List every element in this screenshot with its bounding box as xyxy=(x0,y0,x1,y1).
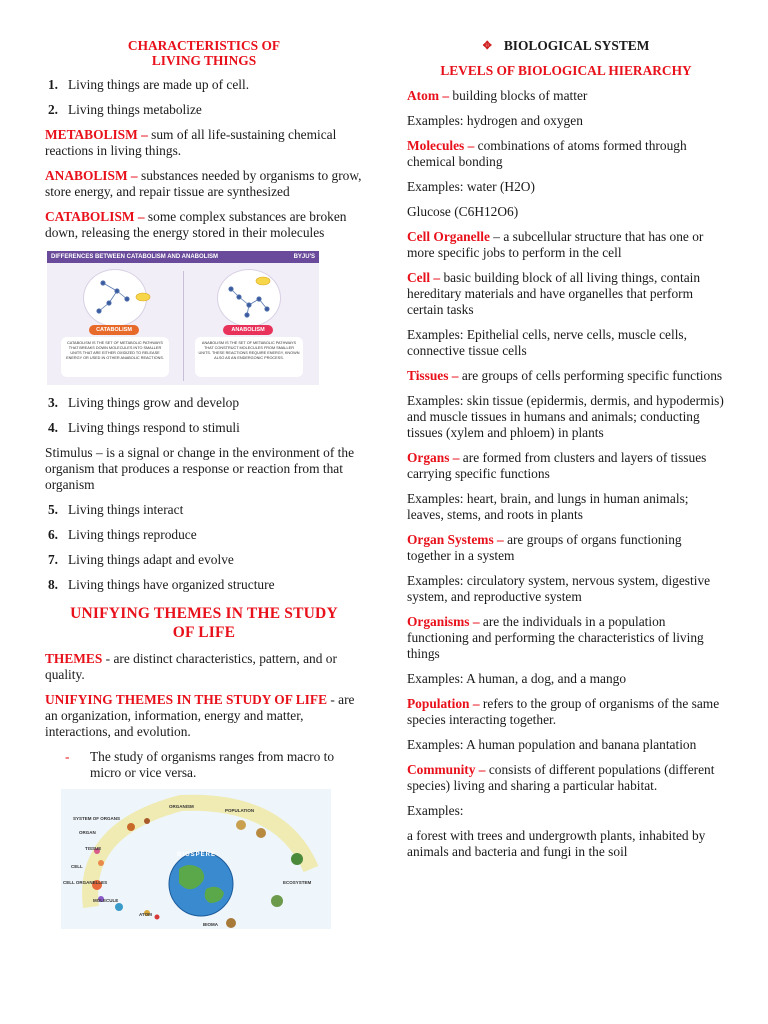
label-bioma: BIOMA xyxy=(203,922,218,927)
definition-term: Population – xyxy=(407,696,480,711)
hierarchy-definition xyxy=(407,450,725,482)
dash-text: The study of organisms ranges from macro to micro or vice versa. xyxy=(90,749,335,780)
characteristics-heading xyxy=(45,38,363,68)
definition-term: Organisms – xyxy=(407,614,480,629)
hierarchy-definition xyxy=(407,696,725,728)
hierarchy-definition xyxy=(407,229,725,261)
infographic-divider xyxy=(183,271,184,381)
definition-text: a forest with trees and undergrowth plants, inhabited by animals and bacteria and fungi in the soil xyxy=(407,828,706,859)
definition-term: THEMES xyxy=(45,651,103,666)
list-text: Living things adapt and evolve xyxy=(68,552,234,567)
definition-text: some complex substances are broken down, releasing the energy stored in their molecules xyxy=(45,209,347,240)
hierarchy-entries xyxy=(407,88,725,860)
list-text: Living things reproduce xyxy=(68,527,197,542)
arrow-bullet-icon: ✥ xyxy=(482,40,492,52)
definition-text: Examples: A human, a dog, and a mango xyxy=(407,671,627,686)
hierarchy-definition xyxy=(407,138,725,170)
definition-text: are the individuals in a population functioning and performing the characteristics of living things xyxy=(407,614,704,661)
list-number: 8. xyxy=(47,577,58,592)
list-item xyxy=(45,420,363,436)
label-population: POPULATION xyxy=(225,808,255,813)
dash-list-item xyxy=(45,749,363,781)
definition-term: Cell – xyxy=(407,270,441,285)
definition-term: Organ Systems – xyxy=(407,532,504,547)
list-number: 5. xyxy=(47,502,58,517)
list-item xyxy=(45,577,363,593)
unifying-themes-definition xyxy=(45,692,363,740)
definition-text: - are distinct characteristics, pattern, and or quality. xyxy=(45,651,337,682)
anabolism-description: ANABOLISM IS THE SET OF METABOLIC PATHWAYS THAT CONSTRUCT MOLECULES FROM SMALLER UNITS. THESE REACTIONS REQUIRE ENERGY, KNOWN ALSO AS AN ENDERGONIC PROCESS. xyxy=(195,337,303,377)
definition-text: Examples: A human population and banana plantation xyxy=(407,737,697,752)
definition-text: Glucose (C6H12O6) xyxy=(407,204,519,219)
list-item xyxy=(45,502,363,518)
dash-bullet: - xyxy=(65,749,70,764)
heading-line-1: CHARACTERISTICS OF xyxy=(127,38,281,53)
left-column xyxy=(45,38,363,929)
hierarchy-example xyxy=(407,491,725,523)
hierarchy-definition xyxy=(407,88,725,104)
catabolism-tag: CATABOLISM xyxy=(89,325,139,335)
definition-text: are groups of organs functioning together in a system xyxy=(407,532,682,563)
definition-term: Cell Organelle xyxy=(407,229,490,244)
catabolism-anabolism-infographic xyxy=(47,251,319,385)
themes-definition xyxy=(45,651,363,683)
right-column xyxy=(407,38,725,860)
anabolism-tag: ANABOLISM xyxy=(223,325,273,335)
list-number: 4. xyxy=(47,420,58,435)
definition-term: Tissues – xyxy=(407,368,459,383)
list-text: Living things grow and develop xyxy=(68,395,240,410)
list-number: 2. xyxy=(47,102,58,117)
hierarchy-definition xyxy=(407,532,725,564)
definition-text: substances needed by organisms to grow, store energy, and repair tissue are synthesized xyxy=(45,168,362,199)
definition-term: Organs – xyxy=(407,450,460,465)
definition-text: basic building block of all living things, contain hereditary materials and have organelles that perform certain tasks xyxy=(407,270,701,317)
definition-text: are groups of cells performing specific functions xyxy=(458,368,723,383)
definition-term: Molecules – xyxy=(407,138,475,153)
definition-text: combinations of atoms formed through chemical bonding xyxy=(407,138,687,169)
list-item xyxy=(45,77,363,93)
list-number: 1. xyxy=(47,77,58,92)
label-tissue: TISSUE xyxy=(85,846,102,851)
catabolism-molecules-graphic xyxy=(83,269,163,329)
hierarchy-example xyxy=(407,393,725,441)
label-ecosystem: ECOSYSTEM xyxy=(283,880,312,885)
hierarchy-example xyxy=(407,327,725,359)
definition-term: Community – xyxy=(407,762,486,777)
anabolism-molecules-graphic xyxy=(217,269,297,329)
biological-system-title xyxy=(407,38,725,54)
definition-text: – a subcellular structure that has one or more specific jobs to perform in the cell xyxy=(407,229,704,260)
brand-logo: BYJU'S xyxy=(293,254,315,260)
hierarchy-example xyxy=(407,573,725,605)
hierarchy-definition xyxy=(407,762,725,794)
definition-text: Examples: heart, brain, and lungs in human animals; leaves, stems, and roots in plants xyxy=(407,491,689,522)
definition-text: refers to the group of organisms of the same species interacting together. xyxy=(407,696,720,727)
definition-term: CATABOLISM – xyxy=(45,209,145,224)
label-cell-organelles: CELL ORGANELLES xyxy=(63,880,108,885)
definition-term: UNIFYING THEMES IN THE STUDY OF LIFE xyxy=(45,692,327,707)
label-atom: ATOM xyxy=(139,912,152,917)
definition-text: are formed from clusters and layers of tissues carrying specific functions xyxy=(407,450,707,481)
label-system-of-organs: SYSTEM OF ORGANS xyxy=(73,816,121,821)
list-text: Living things have organized structure xyxy=(68,577,275,592)
characteristics-list-3 xyxy=(45,502,363,593)
catabolism-description: CATABOLISM IS THE SET OF METABOLIC PATHWAYS THAT BREAKS DOWN MOLECULES INTO SMALLER UNITS THAT ARE EITHER OXIDIZED TO RELEASE ENERGY OR USED IN OTHER ANABOLIC REACTIONS. xyxy=(61,337,169,377)
stimulus-definition: Stimulus – is a signal or change in the environment of the organism that produces a response or reaction from that organism xyxy=(45,445,355,492)
definition-term: ANABOLISM – xyxy=(45,168,138,183)
heading-line-2: OF LIFE xyxy=(172,624,236,641)
unifying-themes-heading xyxy=(45,604,363,642)
definition-text: Examples: skin tissue (epidermis, dermis, and hypodermis) and muscle tissues in humans and animals; conducting tissues (xylem and phloem) in plants xyxy=(407,393,724,440)
hierarchy-example xyxy=(407,803,725,819)
hierarchy-example xyxy=(407,179,725,195)
hierarchy-example xyxy=(407,671,725,687)
characteristics-list-1 xyxy=(45,77,363,118)
label-molecule: MOLECULE xyxy=(93,898,119,903)
list-text: Living things are made up of cell. xyxy=(68,77,250,92)
label-cell: CELL xyxy=(71,864,83,869)
list-text: Living things respond to stimuli xyxy=(68,420,240,435)
label-organ: ORGAN xyxy=(79,830,96,835)
definition-text: Examples: hydrogen and oxygen xyxy=(407,113,583,128)
hierarchy-example xyxy=(407,204,725,220)
biological-hierarchy-figure xyxy=(61,789,331,929)
label-organism: ORGANISM xyxy=(169,804,194,809)
list-text: Living things interact xyxy=(68,502,184,517)
list-item xyxy=(45,527,363,543)
definition-text: Examples: circulatory system, nervous system, digestive system, and reproductive system xyxy=(407,573,711,604)
list-item xyxy=(45,395,363,411)
definition-text: consists of different populations (different species) living and sharing a particular habitat. xyxy=(407,762,715,793)
definition-text: building blocks of matter xyxy=(449,88,588,103)
list-number: 7. xyxy=(47,552,58,567)
anabolism-definition xyxy=(45,168,363,200)
list-item xyxy=(45,102,363,118)
list-number: 6. xyxy=(47,527,58,542)
metabolism-definition xyxy=(45,127,363,159)
list-number: 3. xyxy=(47,395,58,410)
hierarchy-definition xyxy=(407,368,725,384)
title-text: BIOLOGICAL SYSTEM xyxy=(503,38,650,53)
hierarchy-example xyxy=(407,113,725,129)
characteristics-list-2 xyxy=(45,395,363,436)
definition-text: Examples: Epithelial cells, nerve cells, muscle cells, connective tissue cells xyxy=(407,327,687,358)
infographic-header-text: DIFFERENCES BETWEEN CATABOLISM AND ANABOLISM xyxy=(51,254,218,260)
hierarchy-definition xyxy=(407,270,725,318)
levels-heading: LEVELS OF BIOLOGICAL HIERARCHY xyxy=(440,63,692,78)
definition-term: Atom – xyxy=(407,88,450,103)
heading-line-1: UNIFYING THEMES IN THE STUDY xyxy=(70,605,338,622)
catabolism-definition xyxy=(45,209,363,241)
definition-text: - are an organization, information, energy and matter, interactions, and evolution. xyxy=(45,692,355,739)
biosphere-label: BIOSPERE xyxy=(177,852,217,858)
hierarchy-definition xyxy=(407,614,725,662)
definition-text: Examples: xyxy=(407,803,464,818)
hierarchy-example xyxy=(407,828,725,860)
definition-term: METABOLISM – xyxy=(45,127,148,142)
heading-line-2: LIVING THINGS xyxy=(151,53,257,68)
definition-text: sum of all life-sustaining chemical reactions in living things. xyxy=(45,127,337,158)
definition-text: Examples: water (H2O) xyxy=(407,179,535,194)
list-item xyxy=(45,552,363,568)
list-text: Living things metabolize xyxy=(68,102,202,117)
hierarchy-example xyxy=(407,737,725,753)
